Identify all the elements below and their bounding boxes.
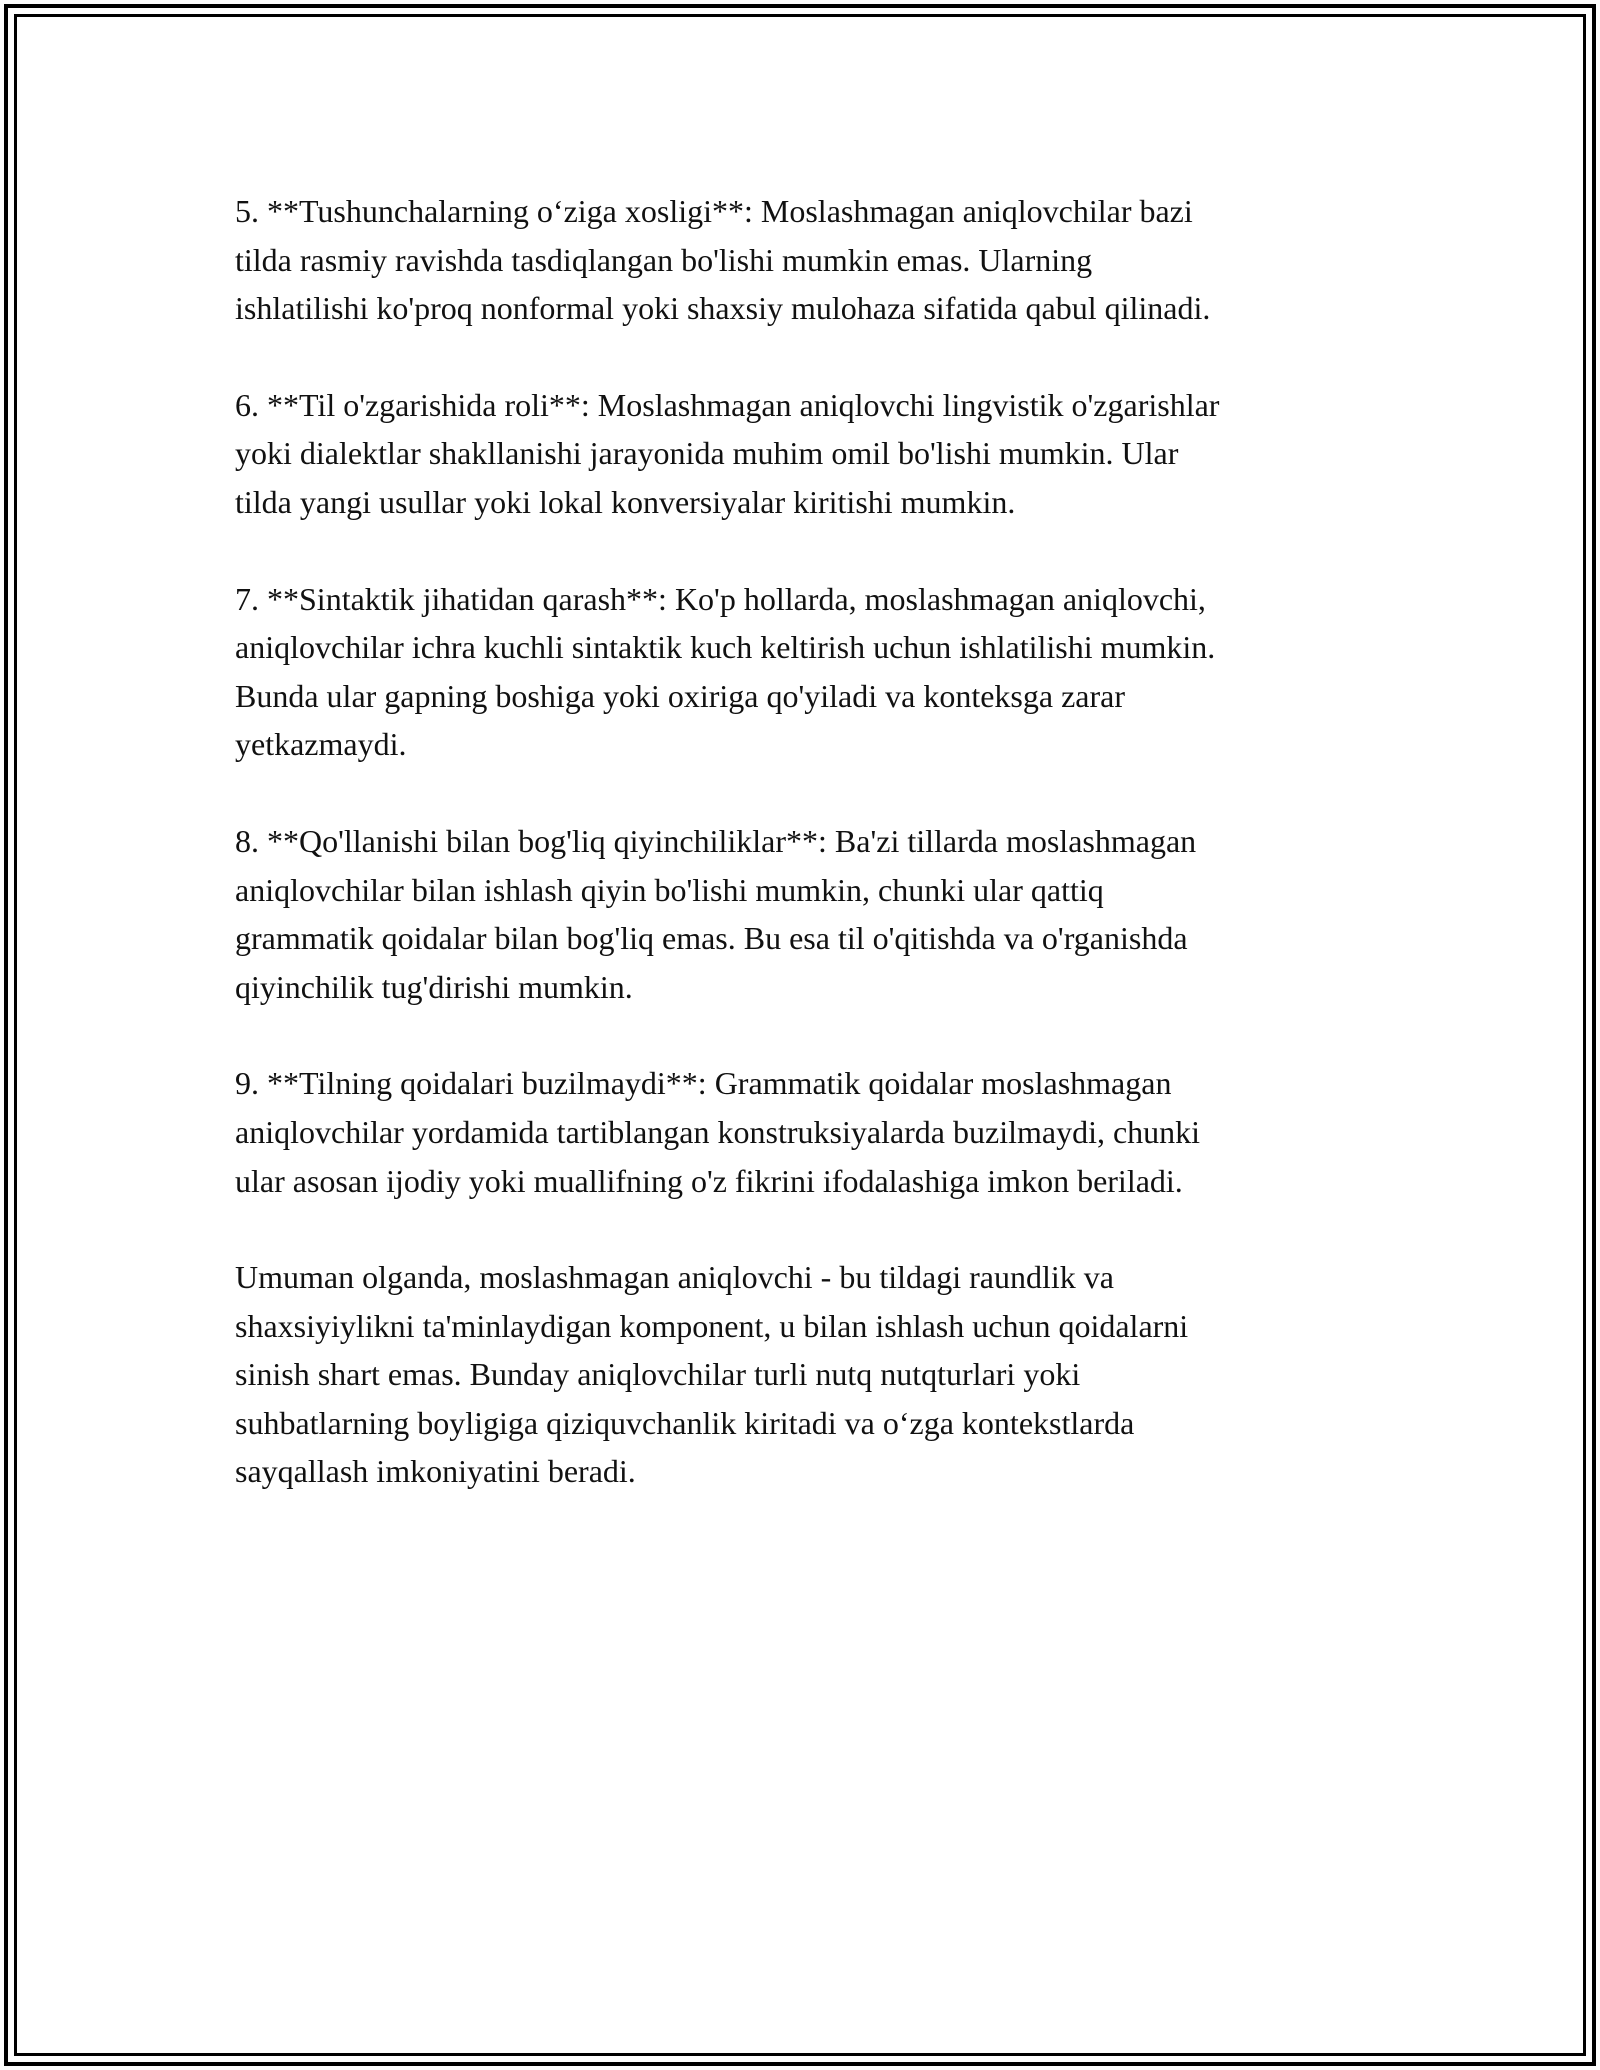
paragraph-item-5: [235, 187, 1375, 333]
paragraph-item-7: [235, 575, 1375, 769]
text-line: shaxsiyiylikni ta'minlaydigan komponent, u bilan ishlash uchun qoidalarni: [235, 1307, 1189, 1344]
text-line: yetkazmaydi.: [235, 726, 407, 763]
text-line: 8. **Qo'llanishi bilan bog'liq qiyinchiliklar**: Ba'zi tillarda moslashmagan: [235, 822, 1197, 859]
text-line: ular asosan ijodiy yoki muallifning o'z fikrini ifodalashiga imkon beriladi.: [235, 1162, 1183, 1199]
text-line: aniqlovchilar ichra kuchli sintaktik kuch keltirish uchun ishlatilishi mumkin.: [235, 629, 1216, 666]
text-line: 7. **Sintaktik jihatidan qarash**: Ko'p hollarda, moslashmagan aniqlovchi,: [235, 580, 1206, 617]
text-line: Bunda ular gapning boshiga yoki oxiriga qo'yiladi va konteksga zarar: [235, 677, 1125, 714]
text-line: qiyinchilik tug'dirishi mumkin.: [235, 968, 633, 1005]
text-line: 6. **Til o'zgarishida roli**: Moslashmagan aniqlovchi lingvistik o'zgarishlar: [235, 386, 1220, 423]
paragraph-item-9: [235, 1059, 1375, 1205]
paragraph-item-6: [235, 381, 1375, 527]
text-line: ishlatilishi ko'proq nonformal yoki shaxsiy mulohaza sifatida qabul qilinadi.: [235, 290, 1211, 327]
text-line: tilda yangi usullar yoki lokal konversiyalar kiritishi mumkin.: [235, 483, 1016, 520]
paragraph-item-8: [235, 817, 1375, 1011]
document-body: [235, 187, 1375, 1544]
text-line: sayqallash imkoniyatini beradi.: [235, 1453, 636, 1490]
text-line: yoki dialektlar shakllanishi jarayonida muhim omil bo'lishi mumkin. Ular: [235, 435, 1179, 472]
text-line: aniqlovchilar bilan ishlash qiyin bo'lishi mumkin, chunki ular qattiq: [235, 871, 1104, 908]
text-line: grammatik qoidalar bilan bog'liq emas. Bu esa til o'qitishda va o'rganishda: [235, 920, 1188, 957]
paragraph-conclusion: [235, 1253, 1375, 1496]
text-line: 9. **Tilning qoidalari buzilmaydi**: Grammatik qoidalar moslashmagan: [235, 1065, 1172, 1102]
text-line: Umuman olganda, moslashmagan aniqlovchi - bu tildagi raundlik va: [235, 1259, 1114, 1296]
text-line: sinish shart emas. Bunday aniqlovchilar turli nutq nutqturlari yoki: [235, 1356, 1081, 1393]
text-line: suhbatlarning boyligiga qiziquvchanlik kiritadi va o‘zga kontekstlarda: [235, 1404, 1135, 1441]
text-line: aniqlovchilar yordamida tartiblangan konstruksiyalarda buzilmaydi, chunki: [235, 1113, 1201, 1150]
text-line: 5. **Tushunchalarning o‘ziga xosligi**: Moslashmagan aniqlovchilar bazi: [235, 193, 1193, 229]
text-line: tilda rasmiy ravishda tasdiqlangan bo'lishi mumkin emas. Ularning: [235, 241, 1093, 278]
